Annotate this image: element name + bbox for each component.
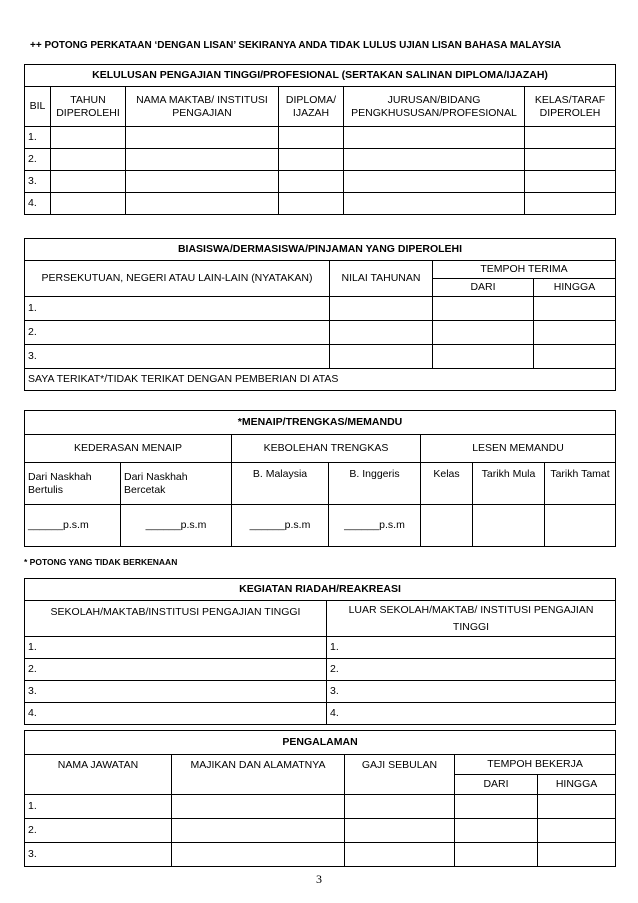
input-cell[interactable]: [473, 505, 545, 547]
education-table: [24, 64, 616, 215]
education-title: KELULUSAN PENGAJIAN TINGGI/PROFESIONAL (SERTAKAN SALINAN DIPLOMA/IJAZAH): [25, 65, 616, 87]
input-cell[interactable]: [421, 505, 473, 547]
shorthand-bi-speed[interactable]: ______p.s.m: [329, 505, 421, 547]
shorthand-bi: B. Inggeris: [329, 463, 421, 505]
input-cell[interactable]: [345, 819, 455, 843]
row-number: 1.: [327, 637, 616, 659]
typing-speed-header: KEDERASAN MENAIP: [25, 435, 232, 463]
row-number: 4.: [25, 193, 51, 215]
input-cell[interactable]: [345, 843, 455, 867]
col-jurusan: JURUSAN/BIDANG PENGKHUSUSAN/PROFESIONAL: [344, 87, 525, 127]
scholarship-table: [24, 238, 616, 391]
input-cell[interactable]: [525, 127, 616, 149]
license-class: Kelas: [421, 463, 473, 505]
input-cell[interactable]: [538, 795, 616, 819]
skills-table: [24, 410, 616, 547]
input-cell[interactable]: [126, 149, 279, 171]
typing-written-speed[interactable]: ______p.s.m: [25, 505, 121, 547]
top-note: ++ POTONG PERKATAAN ‘DENGAN LISAN’ SEKIRANYA ANDA TIDAK LULUS UJIAN LISAN BAHASA MALAYSIA: [30, 40, 562, 51]
row-number: 2.: [25, 149, 51, 171]
scholarship-footer: SAYA TERIKAT*/TIDAK TERIKAT DENGAN PEMBERIAN DI ATAS: [25, 369, 616, 391]
row-number: 2.: [327, 659, 616, 681]
input-cell[interactable]: [525, 149, 616, 171]
col-value: NILAI TAHUNAN: [330, 261, 433, 297]
sports-table: [24, 578, 616, 725]
row-number: 1.: [25, 795, 172, 819]
row-number: 2.: [25, 819, 172, 843]
sports-title: KEGIATAN RIADAH/REAKREASI: [25, 579, 616, 601]
typing-written: Dari Naskhah Bertulis: [25, 463, 121, 505]
col-kelas: KELAS/TARAF DIPEROLEH: [525, 87, 616, 127]
row-number: 1.: [25, 127, 51, 149]
col-to: HINGGA: [534, 279, 616, 297]
input-cell[interactable]: [172, 843, 345, 867]
input-cell[interactable]: [330, 321, 433, 345]
input-cell[interactable]: [534, 345, 616, 369]
input-cell[interactable]: [279, 171, 344, 193]
shorthand-bm-speed[interactable]: ______p.s.m: [232, 505, 329, 547]
input-cell[interactable]: [51, 127, 126, 149]
col-bil: BIL: [25, 87, 51, 127]
input-cell[interactable]: [51, 193, 126, 215]
input-cell[interactable]: [51, 171, 126, 193]
row-number: 2.: [25, 659, 327, 681]
cut-note: * POTONG YANG TIDAK BERKENAAN: [24, 557, 178, 567]
input-cell[interactable]: [51, 149, 126, 171]
shorthand-header: KEBOLEHAN TRENGKAS: [232, 435, 421, 463]
input-cell[interactable]: [126, 127, 279, 149]
input-cell[interactable]: [534, 321, 616, 345]
input-cell[interactable]: [525, 193, 616, 215]
skills-title: *MENAIP/TRENGKAS/MEMANDU: [25, 411, 616, 435]
col-work-period: TEMPOH BEKERJA: [455, 755, 616, 775]
input-cell[interactable]: [345, 795, 455, 819]
input-cell[interactable]: [330, 345, 433, 369]
row-number: 4.: [327, 703, 616, 725]
col-to: HINGGA: [538, 775, 616, 795]
row-number: 1.: [25, 297, 330, 321]
license-header: LESEN MEMANDU: [421, 435, 616, 463]
col-employer: MAJIKAN DAN ALAMATNYA: [172, 755, 345, 795]
license-start: Tarikh Mula: [473, 463, 545, 505]
typing-printed: Dari Naskhah Bercetak: [121, 463, 232, 505]
row-number: 3.: [25, 843, 172, 867]
input-cell[interactable]: [433, 321, 534, 345]
col-nama-maktab: NAMA MAKTAB/ INSTITUSI PENGAJIAN: [126, 87, 279, 127]
experience-title: PENGALAMAN: [25, 731, 616, 755]
input-cell[interactable]: [330, 297, 433, 321]
input-cell[interactable]: [545, 505, 616, 547]
row-number: 3.: [25, 345, 330, 369]
page-number: 3: [316, 872, 322, 886]
row-number: 3.: [25, 171, 51, 193]
input-cell[interactable]: [344, 193, 525, 215]
input-cell[interactable]: [344, 127, 525, 149]
col-tahun: TAHUN DIPEROLEHI: [51, 87, 126, 127]
input-cell[interactable]: [455, 795, 538, 819]
input-cell[interactable]: [344, 149, 525, 171]
row-number: 4.: [25, 703, 327, 725]
experience-table: [24, 730, 616, 867]
license-end: Tarikh Tamat: [545, 463, 616, 505]
col-salary: GAJI SEBULAN: [345, 755, 455, 795]
input-cell[interactable]: [534, 297, 616, 321]
typing-printed-speed[interactable]: ______p.s.m: [121, 505, 232, 547]
col-source: PERSEKUTUAN, NEGERI ATAU LAIN-LAIN (NYATAKAN): [25, 261, 330, 297]
input-cell[interactable]: [433, 345, 534, 369]
input-cell[interactable]: [279, 127, 344, 149]
col-school: SEKOLAH/MAKTAB/INSTITUSI PENGAJIAN TINGGI: [25, 601, 327, 637]
input-cell[interactable]: [126, 193, 279, 215]
row-number: 3.: [25, 681, 327, 703]
input-cell[interactable]: [126, 171, 279, 193]
col-diploma: DIPLOMA/ IJAZAH: [279, 87, 344, 127]
row-number: 2.: [25, 321, 330, 345]
col-from: DARI: [433, 279, 534, 297]
input-cell[interactable]: [344, 171, 525, 193]
col-position: NAMA JAWATAN: [25, 755, 172, 795]
col-period: TEMPOH TERIMA: [433, 261, 616, 279]
shorthand-bm: B. Malaysia: [232, 463, 329, 505]
input-cell[interactable]: [455, 843, 538, 867]
input-cell[interactable]: [279, 193, 344, 215]
input-cell[interactable]: [172, 795, 345, 819]
scholarship-title: BIASISWA/DERMASISWA/PINJAMAN YANG DIPEROLEHI: [25, 239, 616, 261]
input-cell[interactable]: [172, 819, 345, 843]
input-cell[interactable]: [538, 843, 616, 867]
input-cell[interactable]: [433, 297, 534, 321]
col-outside: LUAR SEKOLAH/MAKTAB/ INSTITUSI PENGAJIAN TINGGI: [327, 601, 616, 637]
row-number: 1.: [25, 637, 327, 659]
input-cell[interactable]: [538, 819, 616, 843]
input-cell[interactable]: [525, 171, 616, 193]
input-cell[interactable]: [279, 149, 344, 171]
row-number: 3.: [327, 681, 616, 703]
input-cell[interactable]: [455, 819, 538, 843]
col-from: DARI: [455, 775, 538, 795]
